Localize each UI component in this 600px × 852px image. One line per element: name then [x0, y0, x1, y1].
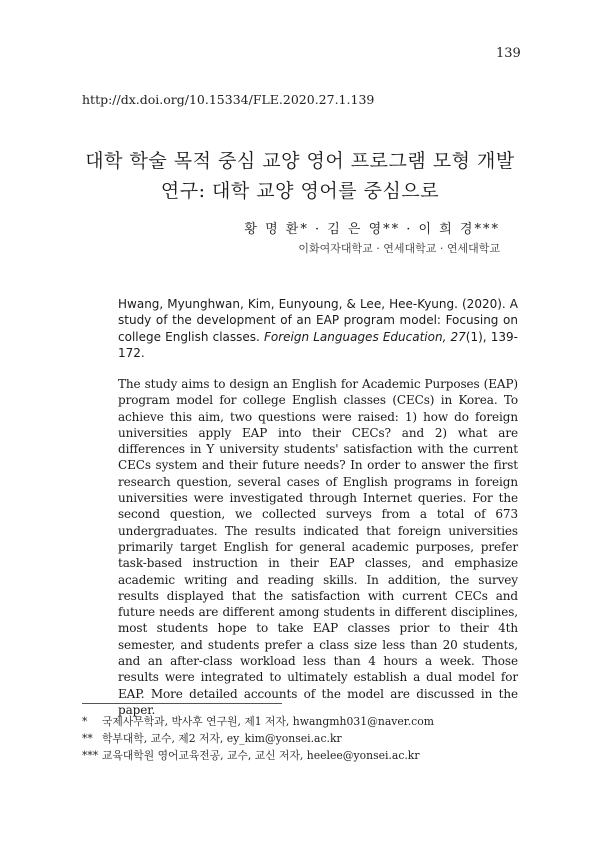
citation-journal: Foreign Languages Education, 27: [263, 329, 466, 344]
footnotes: [82, 713, 522, 764]
citation-prefix: Hwang, Myunghwan, Kim, Eunyoung, & Lee, Hee-Kyung. (2020). A study of the development of an EAP program model: Focusing on college English classes.: [118, 297, 518, 344]
paper-title: [0, 146, 600, 206]
doi-link[interactable]: http://dx.doi.org/10.15334/FLE.2020.27.1.139: [82, 92, 375, 107]
footnote-text: 국제사무학과, 박사후 연구원, 제1 저자, hwangmh031@naver.com: [102, 715, 434, 728]
abstract: The study aims to design an English for Academic Purposes (EAP) program model for college English classes (CECs) in Korea. To achieve this aim, two questions were raised: 1) how do foreign universities apply EAP into their CECs? and 2) what are differences in Y university students' satisfaction with the current CECs system and their future needs? In order to answer the first research question, several cases of English programs in foreign universities were investigated through Internet queries. For the second question, we collected surveys from a total of 673 undergraduates. The results indicated that foreign universities primarily target English for general academic purposes, prefer task-based instruction in their EAP classes, and emphasize academic writing and reading skills. In addition, the survey results displayed that the satisfaction with current CECs and future needs are different among students in different disciplines, most students hope to take EAP classes prior to their 4th semester, and students prefer a class size less than 20 students, and an after-class workload less than 4 hours a week. Those results were integrated to ultimately establish a dual model for EAP. More detailed accounts of the model are discussed in the paper.: [118, 377, 518, 717]
footnote-mark: ***: [82, 749, 99, 762]
affiliations: 이화여자대학교 · 연세대학교 · 연세대학교: [298, 242, 500, 255]
footnote-text: 학부대학, 교수, 제2 저자, ey_kim@yonsei.ac.kr: [102, 732, 342, 745]
footnote: [82, 713, 522, 730]
footnote-text: 교육대학원 영어교육전공, 교수, 교신 저자, heelee@yonsei.ac.kr: [102, 749, 420, 762]
footnote-divider: [82, 703, 282, 704]
footnote-mark: **: [82, 732, 93, 745]
authors: 황 명 환* · 김 은 영** · 이 희 경***: [244, 222, 500, 237]
title-line-1: 대학 학술 목적 중심 교양 영어 프로그램 모형 개발: [85, 150, 515, 172]
footnote-mark: *: [82, 715, 88, 728]
citation-suffix: (1), 139-172.: [118, 329, 518, 360]
footnote: [82, 747, 522, 764]
footnote: [82, 730, 522, 747]
title-line-2: 연구: 대학 교양 영어를 중심으로: [160, 180, 440, 202]
citation: [118, 296, 518, 361]
page-number: 139: [496, 46, 521, 61]
